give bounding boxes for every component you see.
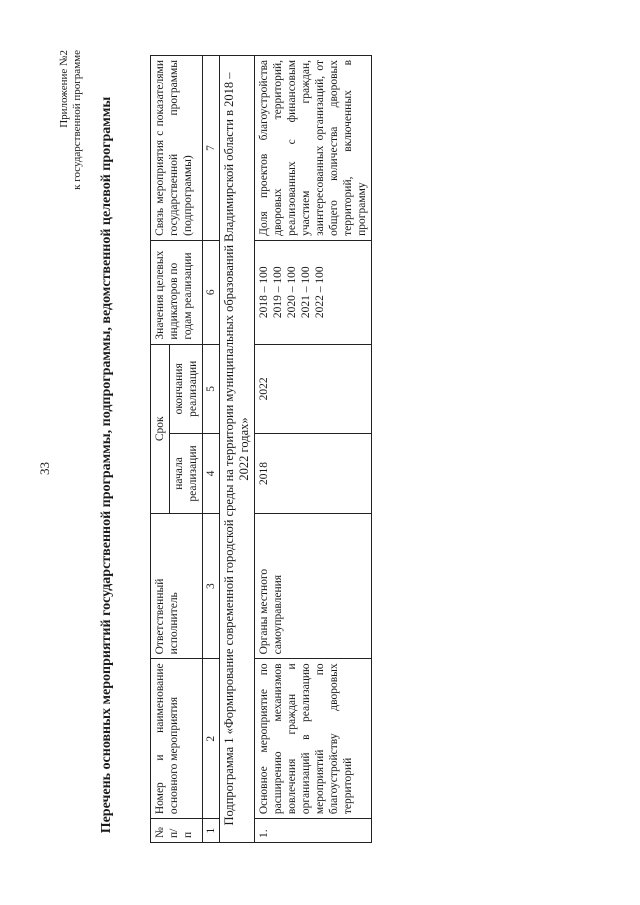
column-number-row <box>203 56 220 843</box>
appendix-line-1: Приложение №2 <box>58 50 70 128</box>
header-term-start: начала реализации <box>170 434 203 514</box>
page-number: 33 <box>37 462 52 475</box>
header-link: Связь мероприятия с показателями государственной программы (подпрограммы) <box>151 56 203 241</box>
header-indicators: Значения целевых индикаторов по годам реализации <box>151 240 203 344</box>
row-end: 2022 <box>255 344 372 433</box>
appendix-line-2: к государственной программе <box>71 50 83 190</box>
column-number: 5 <box>203 344 220 433</box>
row-name: Основное мероприятие по расширению механизмов вовлечения граждан и организаций в реализацию мероприятий по благоустройству дворовых территорий <box>255 659 372 819</box>
indicator-value: 2019 – 100 <box>272 266 284 319</box>
column-number: 7 <box>203 56 220 241</box>
indicator-value: 2021 – 100 <box>300 266 312 319</box>
header-executor: Ответственный исполнитель <box>151 513 203 658</box>
appendix-note <box>58 50 84 210</box>
indicator-value: 2020 – 100 <box>286 266 298 319</box>
subprogram-row <box>220 56 255 843</box>
column-number: 4 <box>203 434 220 514</box>
header-term-end: окончания реализации <box>170 344 203 433</box>
measures-table <box>150 55 372 843</box>
header-name: Номер и наименование основного мероприятия <box>151 659 203 819</box>
row-start: 2018 <box>255 434 372 514</box>
column-number: 1 <box>203 819 220 843</box>
column-number: 2 <box>203 659 220 819</box>
row-num: 1. <box>255 819 372 843</box>
row-executor: Органы местного самоуправления <box>255 513 372 658</box>
indicator-value: 2022 – 100 <box>314 266 326 319</box>
header-row <box>151 56 170 843</box>
column-number: 3 <box>203 513 220 658</box>
indicator-value: 2018 – 100 <box>258 266 270 319</box>
header-num: № п/п <box>151 819 203 843</box>
subprogram-title: Подпрограмма 1 «Формирование современной городской среды на территории муниципальных образований Владимирской области в 2018 – 2022 годах» <box>220 56 255 843</box>
table-row <box>255 56 372 843</box>
row-link: Доля проектов благоустройства дворовых территорий, реализованных с финансовым участием граждан, заинтересованных организаций, от общего количества дворовых территорий, включенных в программу <box>255 56 372 241</box>
row-indicators <box>255 240 372 344</box>
column-number: 6 <box>203 240 220 344</box>
document-title: Перечень основных мероприятий государственной программы, подпрограммы, ведомственной целевой программы <box>99 96 114 834</box>
header-term: Срок <box>151 344 170 513</box>
